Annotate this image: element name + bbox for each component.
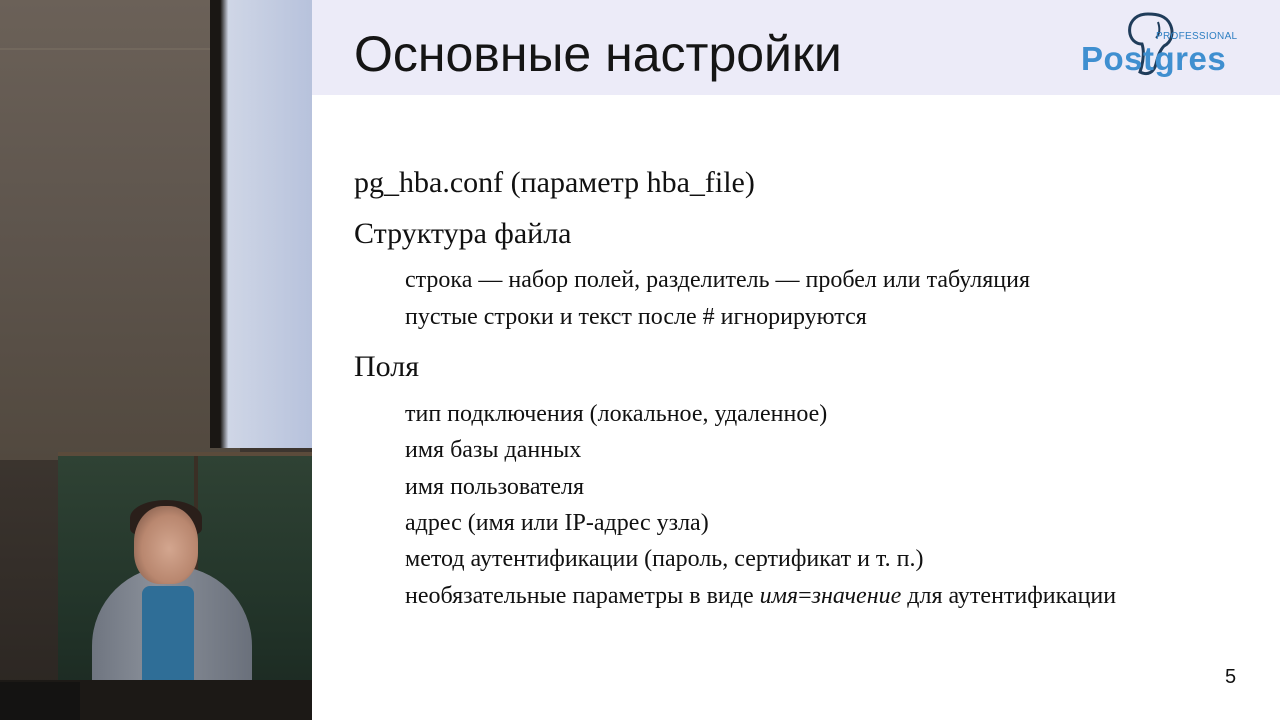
bullet-level2: пустые строки и текст после # игнорируются — [405, 304, 867, 330]
bullet-level2: строка — набор полей, разделитель — пробел или табуляция — [405, 267, 1030, 293]
page-number: 5 — [1225, 666, 1237, 688]
bullet-level1: Поля — [354, 350, 420, 383]
text-suffix: для аутентификации — [901, 583, 1117, 609]
projector-screen — [210, 0, 312, 448]
postgres-professional-logo — [1076, 10, 1246, 85]
laptop — [0, 682, 80, 720]
bullet-level2: имя базы данных — [405, 437, 582, 463]
bullet-level2: имя пользователя — [405, 474, 585, 500]
logo-small-text: PROFESSIONAL — [1156, 31, 1238, 42]
logo-word: Postgres — [1081, 40, 1227, 77]
bullet-level2: метод аутентификации (пароль, сертификат и т. п.) — [405, 546, 924, 572]
equals-sign: = — [798, 583, 812, 609]
video-feed — [0, 0, 312, 720]
slide-title: Основные настройки — [354, 26, 842, 82]
bullet-level1: Структура файла — [354, 217, 572, 250]
wall — [0, 0, 240, 460]
slide — [312, 0, 1280, 720]
italic-value: значение — [811, 583, 902, 609]
bullet-level2: адрес (имя или IP-адрес узла) — [405, 510, 709, 536]
text-prefix: необязательные параметры в виде — [405, 583, 760, 609]
italic-name: имя — [759, 583, 799, 609]
wall-line — [0, 48, 240, 50]
presenter-head — [134, 506, 198, 584]
bullet-level1: pg_hba.conf (параметр hba_file) — [354, 166, 755, 199]
slide-header — [312, 0, 1280, 95]
bullet-level2: тип подключения (локальное, удаленное) — [405, 401, 828, 427]
bullet-level2-optional-params — [405, 583, 1116, 610]
